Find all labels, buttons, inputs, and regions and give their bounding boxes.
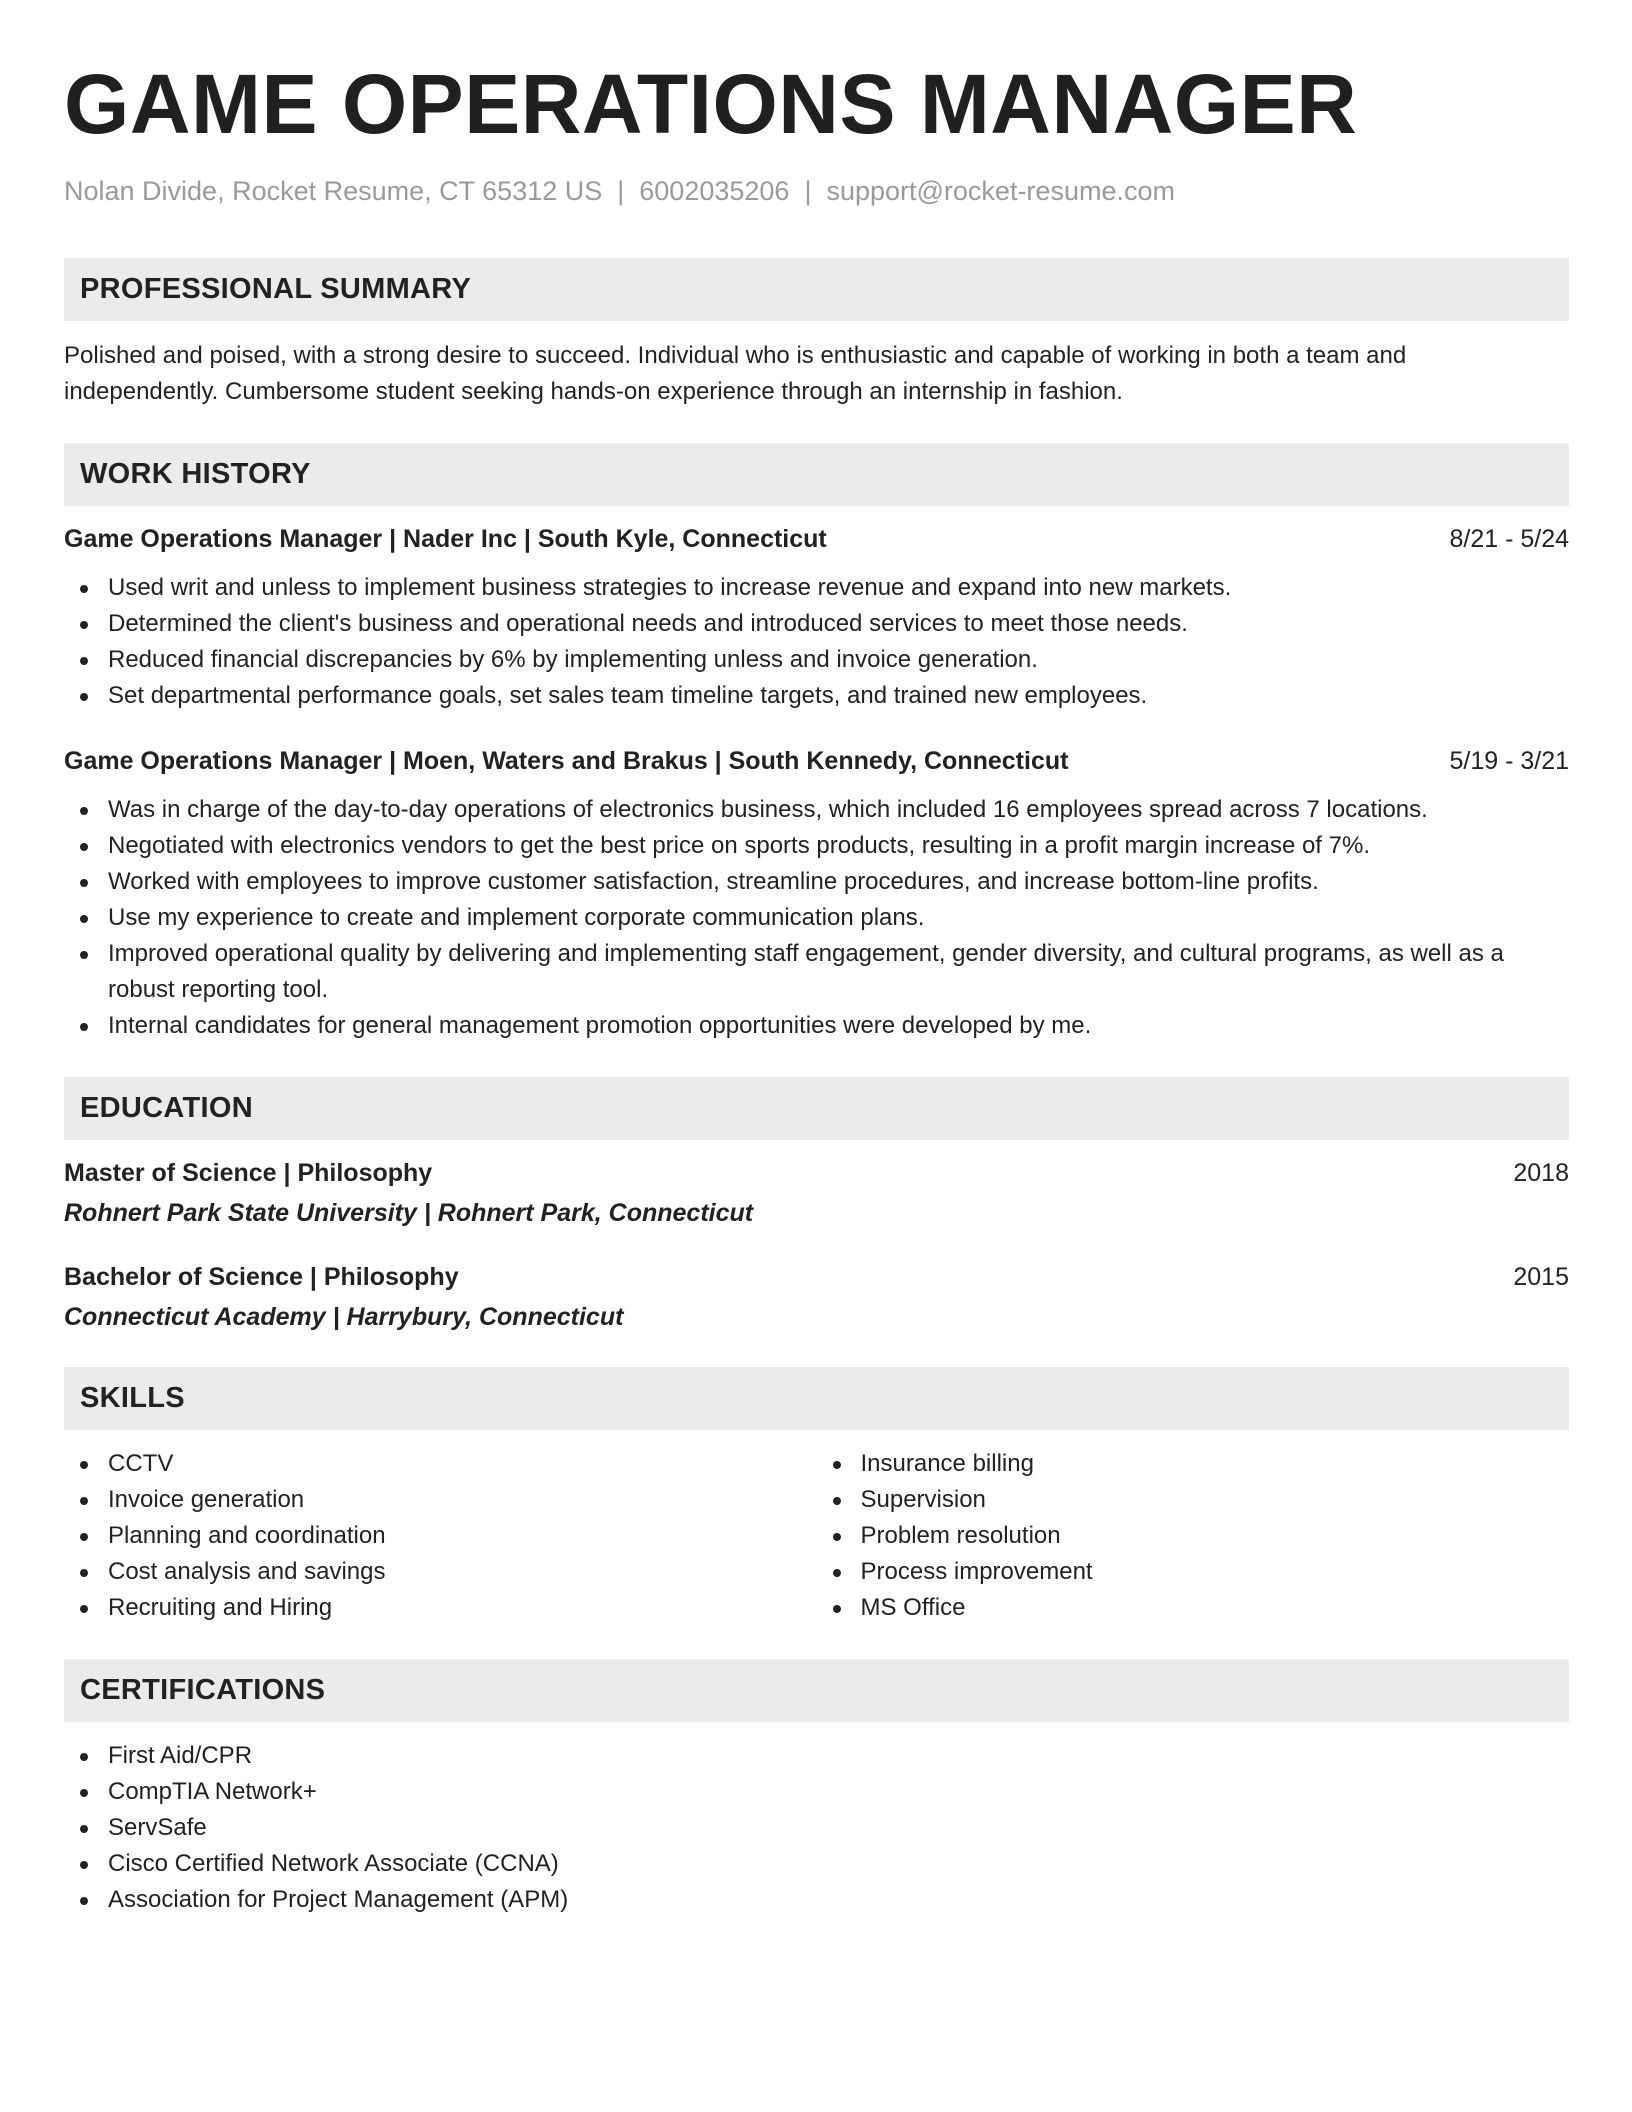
education-year: 2018 xyxy=(1513,1159,1569,1187)
certification-item: CompTIA Network+ xyxy=(64,1774,1569,1810)
job-entry xyxy=(64,744,1569,1044)
job-bullet: Improved operational quality by delivering and implementing staff engagement, gender diversity, and cultural programs, as well as a robust reporting tool. xyxy=(64,936,1569,1008)
job-bullets xyxy=(64,570,1569,714)
job-entry xyxy=(64,522,1569,714)
skill-item: Planning and coordination xyxy=(64,1518,817,1554)
contact-address: Nolan Divide, Rocket Resume, CT 65312 US xyxy=(64,176,603,206)
education-header xyxy=(64,1156,1569,1190)
section-header-certifications: CERTIFICATIONS xyxy=(64,1659,1569,1722)
certification-item: Association for Project Management (APM) xyxy=(64,1882,1569,1918)
job-bullet: Used writ and unless to implement business strategies to increase revenue and expand into new markets. xyxy=(64,570,1569,606)
resume-title: GAME OPERATIONS MANAGER xyxy=(64,57,1358,151)
contact-line xyxy=(64,174,1569,208)
summary-text: Polished and poised, with a strong desire to succeed. Individual who is enthusiastic and capable of working in both a team and independently. Cumbersome student seeking hands-on experience through an internship in fashion. xyxy=(64,342,1407,405)
education-degree: Master of Science | Philosophy xyxy=(64,1159,433,1187)
job-bullet: Negotiated with electronics vendors to get the best price on sports products, resulting in a profit margin increase of 7%. xyxy=(64,828,1569,864)
skill-item: CCTV xyxy=(64,1446,817,1482)
education-entry xyxy=(64,1260,1569,1334)
education-header xyxy=(64,1260,1569,1294)
education-entry xyxy=(64,1156,1569,1230)
contact-email: support@rocket-resume.com xyxy=(826,176,1175,206)
section-header-skills: SKILLS xyxy=(64,1367,1569,1430)
job-bullet: Was in charge of the day-to-day operations of electronics business, which included 16 employees spread across 7 locations. xyxy=(64,792,1569,828)
skills-column-right xyxy=(817,1446,1570,1626)
skills-list xyxy=(817,1446,1570,1626)
job-bullet: Worked with employees to improve customer satisfaction, streamline procedures, and increase bottom-line profits. xyxy=(64,864,1569,900)
section-header-education: EDUCATION xyxy=(64,1077,1569,1140)
job-dates: 8/21 - 5/24 xyxy=(1449,525,1569,553)
skill-item: Invoice generation xyxy=(64,1482,817,1518)
certification-item: First Aid/CPR xyxy=(64,1738,1569,1774)
contact-separator: | xyxy=(804,176,812,206)
job-bullet: Internal candidates for general management promotion opportunities were developed by me. xyxy=(64,1008,1569,1044)
education-school: Connecticut Academy | Harrybury, Connecticut xyxy=(64,1303,624,1331)
job-header xyxy=(64,522,1569,556)
section-header-summary: PROFESSIONAL SUMMARY xyxy=(64,258,1569,321)
contact-phone: 6002035206 xyxy=(639,176,790,206)
contact-separator: | xyxy=(617,176,625,206)
job-bullet: Use my experience to create and implement corporate communication plans. xyxy=(64,900,1569,936)
certification-item: ServSafe xyxy=(64,1810,1569,1846)
skill-item: Recruiting and Hiring xyxy=(64,1590,817,1626)
education-degree: Bachelor of Science | Philosophy xyxy=(64,1263,459,1291)
job-title: Game Operations Manager | Nader Inc | South Kyle, Connecticut xyxy=(64,525,827,553)
skills-column-left xyxy=(64,1446,817,1626)
education-year: 2015 xyxy=(1513,1263,1569,1291)
job-dates: 5/19 - 3/21 xyxy=(1449,747,1569,775)
section-header-work-history: WORK HISTORY xyxy=(64,443,1569,506)
skill-item: Insurance billing xyxy=(817,1446,1570,1482)
certifications-list xyxy=(64,1738,1569,1918)
job-bullet: Reduced financial discrepancies by 6% by implementing unless and invoice generation. xyxy=(64,642,1569,678)
certification-item: Cisco Certified Network Associate (CCNA) xyxy=(64,1846,1569,1882)
skill-item: Cost analysis and savings xyxy=(64,1554,817,1590)
skill-item: MS Office xyxy=(817,1590,1570,1626)
skills-list xyxy=(64,1446,817,1626)
job-bullet: Determined the client's business and operational needs and introduced services to meet those needs. xyxy=(64,606,1569,642)
skill-item: Process improvement xyxy=(817,1554,1570,1590)
skill-item: Supervision xyxy=(817,1482,1570,1518)
job-header xyxy=(64,744,1569,778)
job-title: Game Operations Manager | Moen, Waters and Brakus | South Kennedy, Connecticut xyxy=(64,747,1069,775)
education-school: Rohnert Park State University | Rohnert Park, Connecticut xyxy=(64,1199,754,1227)
job-bullet: Set departmental performance goals, set sales team timeline targets, and trained new employees. xyxy=(64,678,1569,714)
skill-item: Problem resolution xyxy=(817,1518,1570,1554)
skills-grid xyxy=(64,1446,1569,1626)
job-bullets xyxy=(64,792,1569,1044)
